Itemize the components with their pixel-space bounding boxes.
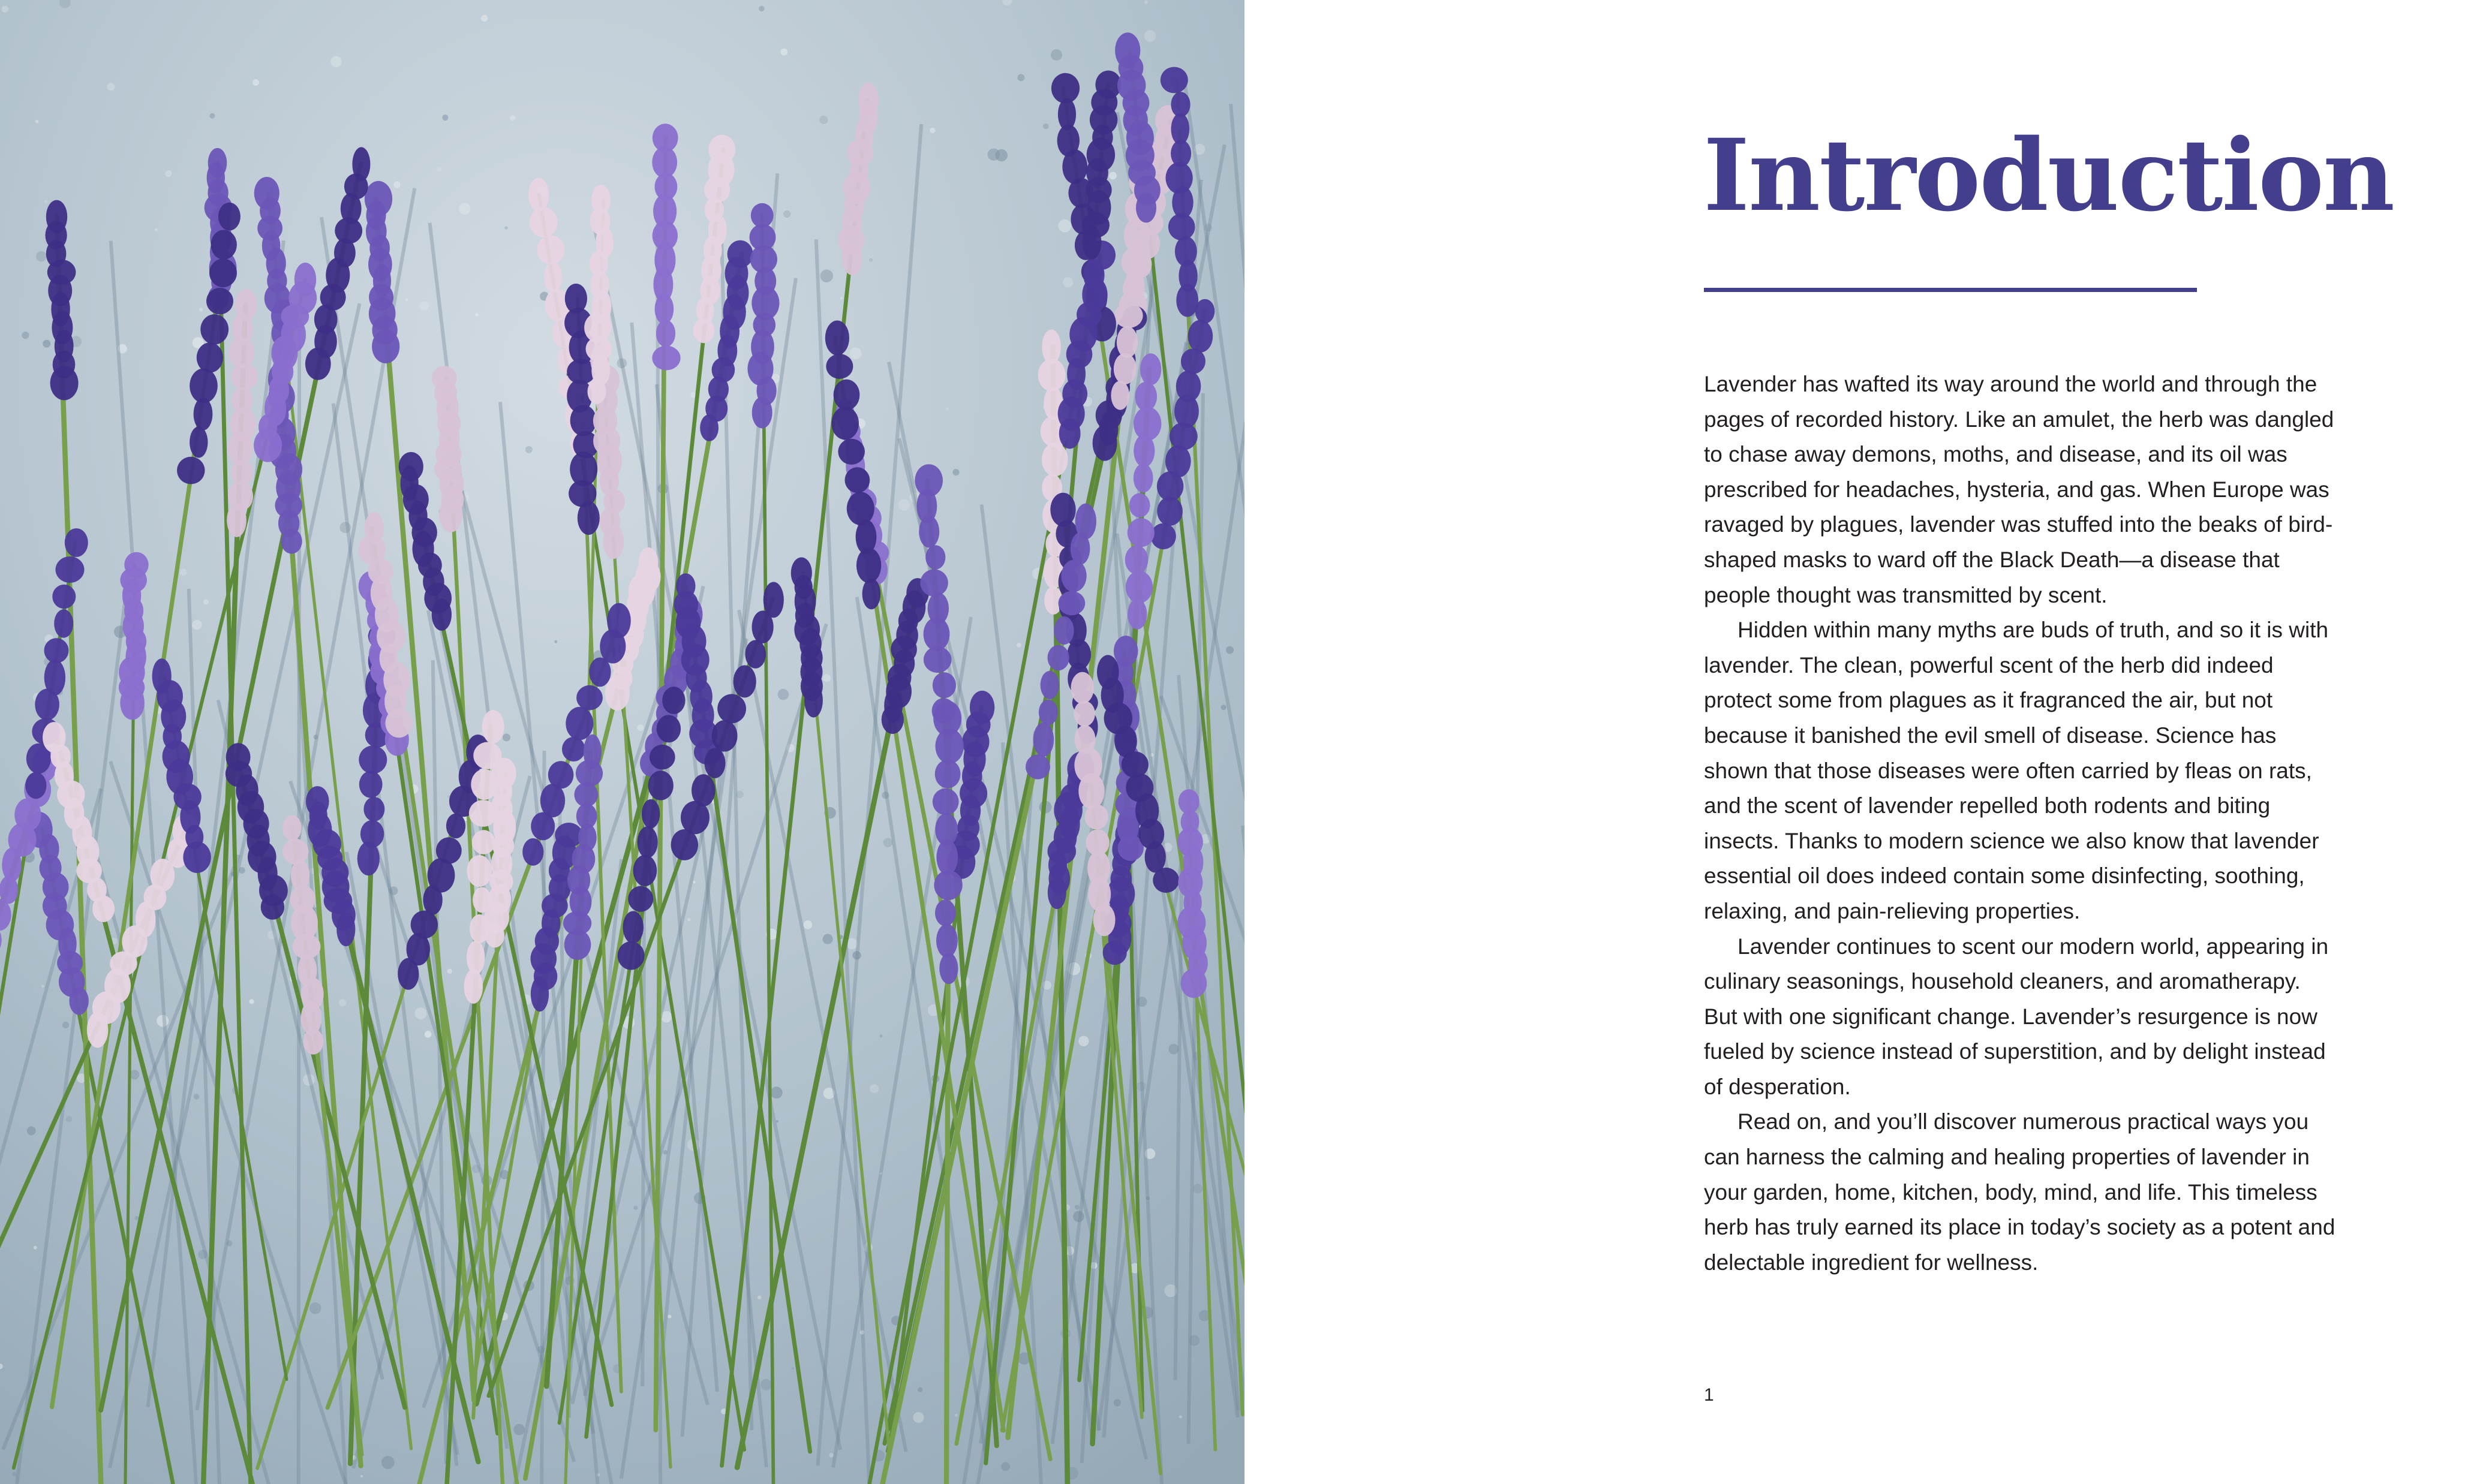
stone-speck [447,969,452,974]
stone-speck [425,1031,432,1038]
lavender-bud [575,782,599,807]
stone-speck [840,297,843,299]
stone-speck [1221,705,1227,710]
lavender-bud [845,467,870,493]
stone-speck [1078,1036,1089,1046]
stone-speck [339,999,346,1006]
stone-speck [1063,277,1073,287]
lavender-bud [600,630,626,664]
lavender-bud [1181,969,1207,998]
stone-speck [913,1412,924,1423]
lavender-bud [231,460,253,485]
lavender-bud [934,870,962,900]
lavender-bud [657,715,681,742]
stone-speck [1114,1399,1121,1406]
stone-speck [870,1084,879,1093]
stone-speck [879,1034,882,1037]
lavender-bud [200,314,229,344]
stone-speck [820,270,833,282]
lavender-bud [1114,353,1137,384]
lavender-bud [623,911,644,944]
stone-speck [504,226,507,229]
lavender-bud [87,1012,109,1048]
lavender-bud [530,207,558,237]
stone-speck [1144,31,1156,42]
paragraph-2: Hidden within many myths are buds of truth, and so it is with lavender. The clean, powerful scent of the herb did indeed protect some from plagues as it fragranced the air, but not because it banished the evil smell of disease. Science has shown that those diseases were often carried by fleas on rats, and the scent of lavender repelled both rodents and biting insects. Thanks to modern science we also know that lavender essential oil does indeed contain some disinfecting, soothing, relaxing, and pain-relieving properties. [1704,618,2329,923]
lavender-bud [752,610,774,643]
lavender-bud [935,760,961,788]
stone-speck [869,258,873,262]
lavender-bud [120,686,145,720]
lavender-bud [1140,353,1161,385]
lavender-bud [531,977,549,1012]
lavender-bud [305,348,331,380]
stone-speck [36,251,47,262]
lavender-bud [1085,804,1108,829]
chapter-title: Introduction [1703,117,2394,233]
lavender-bud [1048,876,1066,910]
lavender-bud [1176,284,1198,317]
lavender-bud [652,346,680,371]
lavender-bud [218,203,241,231]
paragraph-4: Read on, and you’ll discover numerous practical ways you can harness the calming and healing properties of lavender in your garden, home, kitchen, body, mind, and life. This timeless herb has truly earned its place in today’s society as a potent and delectable ingredient for wellness. [1704,1109,2335,1275]
lavender-bud [522,838,543,866]
lavender-bud [576,760,603,787]
stone-speck [760,1379,772,1390]
paragraph-1: Lavender has wafted its way around the world and through the pages of recorded history. Like an amulet, the herb was dangled to chase away demons, moths, and disease, and its oil was prescribed for headaches, hysteria, and gas. When Europe was ravaged by plagues, lavender was stuffed into the beaks of bird-shaped masks to ward off the Black Death—a disease that people thought was transmitted by scent. [1704,372,2334,607]
lavender-bud [693,318,715,343]
lavender-bud [924,646,952,673]
lavender-bud [1134,435,1155,468]
stone-speck [952,469,959,475]
stone-speck [27,1127,36,1136]
lavender-bud [1059,591,1086,615]
lavender-bud [1128,518,1155,547]
stone-speck [249,999,254,1004]
stone-speck [135,1216,139,1220]
stone-speck [898,499,910,510]
lavender-bud [1151,523,1176,550]
lavender-bud [469,800,498,827]
stone-speck [771,1086,783,1098]
lavender-bud [52,585,76,609]
lavender-bud [206,288,233,314]
stone-speck [1168,1044,1179,1054]
lavender-bud [25,772,46,799]
lavender-bud [734,666,756,698]
lavender-bud [56,556,85,583]
stone-speck [778,689,789,700]
stone-speck [252,79,259,86]
stone-speck [203,599,209,604]
lavender-bud [936,729,964,764]
lavender-bud [1093,904,1116,936]
lavender-bud [712,720,738,752]
lavender-bud [1048,645,1069,670]
lavender-bud [935,899,956,926]
stone-speck [804,920,813,929]
lavender-bud [1033,723,1054,757]
stone-speck [22,332,29,339]
lavender-bud [638,826,658,858]
stone-speck [918,1387,922,1392]
lavender-bud [1093,425,1117,461]
lavender-bud [933,788,959,815]
stone-speck [1017,74,1024,81]
lavender-bud [50,366,79,400]
lavender-bud [1153,868,1179,893]
lavender-bud [705,748,726,778]
lavender-bud [1026,754,1050,779]
lavender-bud [1125,546,1149,574]
lavender-bud [194,398,213,431]
lavender-bud [847,492,874,525]
lavender-bud [752,397,772,429]
lavender-bud [603,525,624,559]
lavender-bud [1054,616,1074,645]
stone-speck [554,640,557,643]
lavender-bud [1059,418,1081,448]
lavender-bud [618,941,645,970]
lavender-bud [439,497,462,532]
lavender-bud [745,640,766,668]
stone-speck [513,1424,525,1435]
stone-speck [1144,0,1148,4]
lavender-bud [423,885,442,915]
stone-speck [414,1007,426,1019]
lavender-bud [1041,671,1059,699]
stone-speck [850,347,862,359]
stone-speck [12,1472,17,1477]
lavender-bud [482,710,504,743]
stone-speck [1051,49,1062,61]
stone-speck [330,56,342,67]
lavender-bud [363,797,384,821]
lavender-bud [642,799,660,829]
lavender-bud [936,924,958,958]
lavender-bud [227,503,247,537]
stone-speck [381,1456,395,1469]
stone-speck [946,408,948,410]
lavender-bud [1157,471,1183,501]
lavender-bud [372,330,399,363]
lavender-bud [1134,463,1153,492]
lavender-bud [831,407,859,440]
text-page [1244,0,2474,1484]
lavender-bud [472,830,495,854]
lavender-bud [1122,247,1150,278]
lavender-bud [633,855,657,886]
stone-speck [1059,219,1072,233]
lavender-bud [1074,701,1095,727]
lavender-bud [54,609,73,637]
stone-speck [442,115,448,121]
lavender-bud [1129,493,1150,518]
lavender-bud [537,235,564,264]
lavender-bud [1078,773,1104,809]
lavender-bud [359,745,387,773]
stone-speck [393,182,400,188]
lavender-bud [65,528,88,557]
lavender-bud [446,814,465,839]
lavender-bud [359,771,383,798]
stone-speck [995,149,1008,162]
stone-speck [155,228,158,231]
lavender-bud [1145,841,1166,872]
lavender-bud [467,855,492,887]
lavender-bud [650,745,675,770]
stone-speck [1017,643,1021,648]
lavender-bud [578,501,600,535]
lavender-bud [471,769,497,800]
lavender-bud [1117,326,1138,358]
stone-speck [693,881,695,883]
lavender-bud [1170,423,1198,450]
lavender-bud [183,841,211,873]
lavender-bud [576,685,603,711]
lavender-bud [1083,226,1102,260]
lavender-bud [0,876,18,904]
lavender-bud [933,672,956,698]
lavender-bud [717,694,746,724]
stone-speck [780,49,787,56]
lavender-bud [470,914,489,943]
stone-speck [955,1414,958,1417]
stone-speck [989,1229,992,1232]
stone-speck [823,934,833,944]
lavender-bud [190,426,208,457]
lavender-bud [564,929,591,960]
lavender-bud [473,887,491,913]
lavender-bud [700,414,719,441]
stone-speck [405,298,408,301]
lavender-bud [656,320,675,347]
lavender-bud [588,380,606,404]
stone-speck [823,674,831,682]
stone-speck [757,1296,761,1299]
lavender-bud [1168,213,1195,240]
stone-speck [35,120,39,124]
lavender-bud [939,953,958,984]
lavender-bud [825,321,849,356]
stone-speck [687,918,690,921]
lavender-bud [1136,192,1156,222]
lavender-bud [1157,497,1183,526]
lavender-bud [1188,320,1213,353]
lavender-bud [1111,381,1129,410]
stone-speck [1179,1416,1182,1419]
lavender-bud [544,261,562,293]
stone-speck [309,1302,321,1314]
lavender-bud [211,230,237,259]
body-copy [1704,367,2340,1280]
lavender-bud [232,363,258,390]
lavender-bud [432,598,452,631]
lavender-bud [1062,560,1087,592]
lavender-bud [92,896,115,922]
lavender-bud [1114,303,1143,328]
stone-speck [107,83,115,91]
lavender-bud [177,457,205,484]
lavender-bud [826,354,853,379]
lavender-bud [655,294,674,324]
lavender-bud [254,429,282,462]
lavender-bud [467,941,485,974]
lavender-bud [838,439,865,465]
title-rule [1704,288,2197,292]
stone-speck [829,1453,834,1458]
lavender-bud [464,970,483,1004]
lavender-bud [1039,700,1058,726]
lavender-bud [628,886,653,912]
lavender-bud [386,709,413,738]
lavender-bud [1042,443,1068,476]
stone-speck [1193,1184,1203,1193]
stone-speck [180,568,187,576]
lavender-bud [473,742,501,769]
stone-speck [420,302,429,311]
lavender-bud [1122,751,1149,778]
stone-speck [883,838,893,848]
stone-speck [475,313,479,317]
stone-speck [459,203,470,215]
stone-speck [525,446,533,453]
lavender-bud [70,987,89,1015]
lavender-bud [648,770,674,800]
stone-speck [62,1022,69,1028]
lavender-bud [1071,672,1094,704]
lavender-bud [336,912,355,946]
lavender-bud [282,839,308,865]
stone-speck [1043,124,1049,130]
lavender-bud [882,705,904,734]
lavender-bud [528,177,549,212]
stone-speck [633,1206,638,1210]
stone-speck [360,1475,363,1478]
lavender-bud [856,548,881,583]
stone-speck [194,1094,200,1100]
lavender-bud [1126,571,1153,603]
lavender-bud [197,342,223,372]
stone-speck [44,200,47,203]
stone-speck [165,170,172,177]
page-number: 1 [1704,1385,1714,1405]
lavender-bud [398,958,419,990]
stone-speck [199,308,203,312]
stone-speck [791,1367,793,1369]
lavender-bud [1181,348,1206,374]
lavender-bud [925,545,945,570]
lavender-bud [282,815,302,841]
lavender-bud [261,895,284,920]
stone-speck [510,115,515,121]
stone-speck [438,167,442,171]
lavender-bud [357,842,380,876]
lavender-bud [671,829,698,860]
lavender-bud [936,839,958,875]
stone-speck [1075,1205,1080,1209]
lavender-bud [1103,941,1127,965]
lavender-bud [566,707,593,740]
lavender-bud [35,689,59,721]
paragraph-3: Lavender continues to scent our modern world, appearing in culinary seasonings, household cleaners, and aromatherapy. But with one significant change. Lavender’s resurgence is now fueled by science instead of superstition, and by delight instead of desperation. [1704,934,2329,1099]
stone-speck [41,985,44,988]
lavender-bud [1123,275,1145,303]
lavender-bud [531,812,555,841]
stone-speck [637,724,644,731]
stone-speck [1001,1462,1010,1471]
stone-speck [481,15,488,22]
stone-speck [209,113,215,119]
lavender-bud [662,687,685,714]
lavender-bud [919,516,939,547]
lavender-bud [303,1029,323,1055]
lavender-bud [44,638,69,663]
stone-speck [930,128,935,133]
lavender-bud [681,801,710,835]
lavender-bud [1038,359,1066,391]
stone-speck [783,210,790,218]
stone-speck [668,1315,671,1319]
lavender-bud [842,240,862,275]
lavender-bud [804,683,823,717]
stone-speck [2,6,8,13]
lavender-bud [920,569,948,596]
lavender-bud [1161,67,1188,94]
lavender-bud [924,617,950,651]
stone-speck [43,340,50,348]
stone-speck [66,1116,73,1122]
stone-speck [1109,172,1117,180]
lavender-bud [862,579,881,610]
lavender-bud [281,529,302,554]
lavender-bud [834,380,860,410]
stone-speck [503,734,510,742]
lavender-bud [209,258,237,287]
lavender-bud [562,737,585,761]
lavender-bud [1128,599,1147,630]
stone-speck [1226,646,1234,654]
lavender-bud [589,658,611,687]
stone-speck [819,116,828,124]
stone-speck [759,6,764,11]
stone-speck [34,1246,37,1250]
stone-speck [192,620,202,630]
